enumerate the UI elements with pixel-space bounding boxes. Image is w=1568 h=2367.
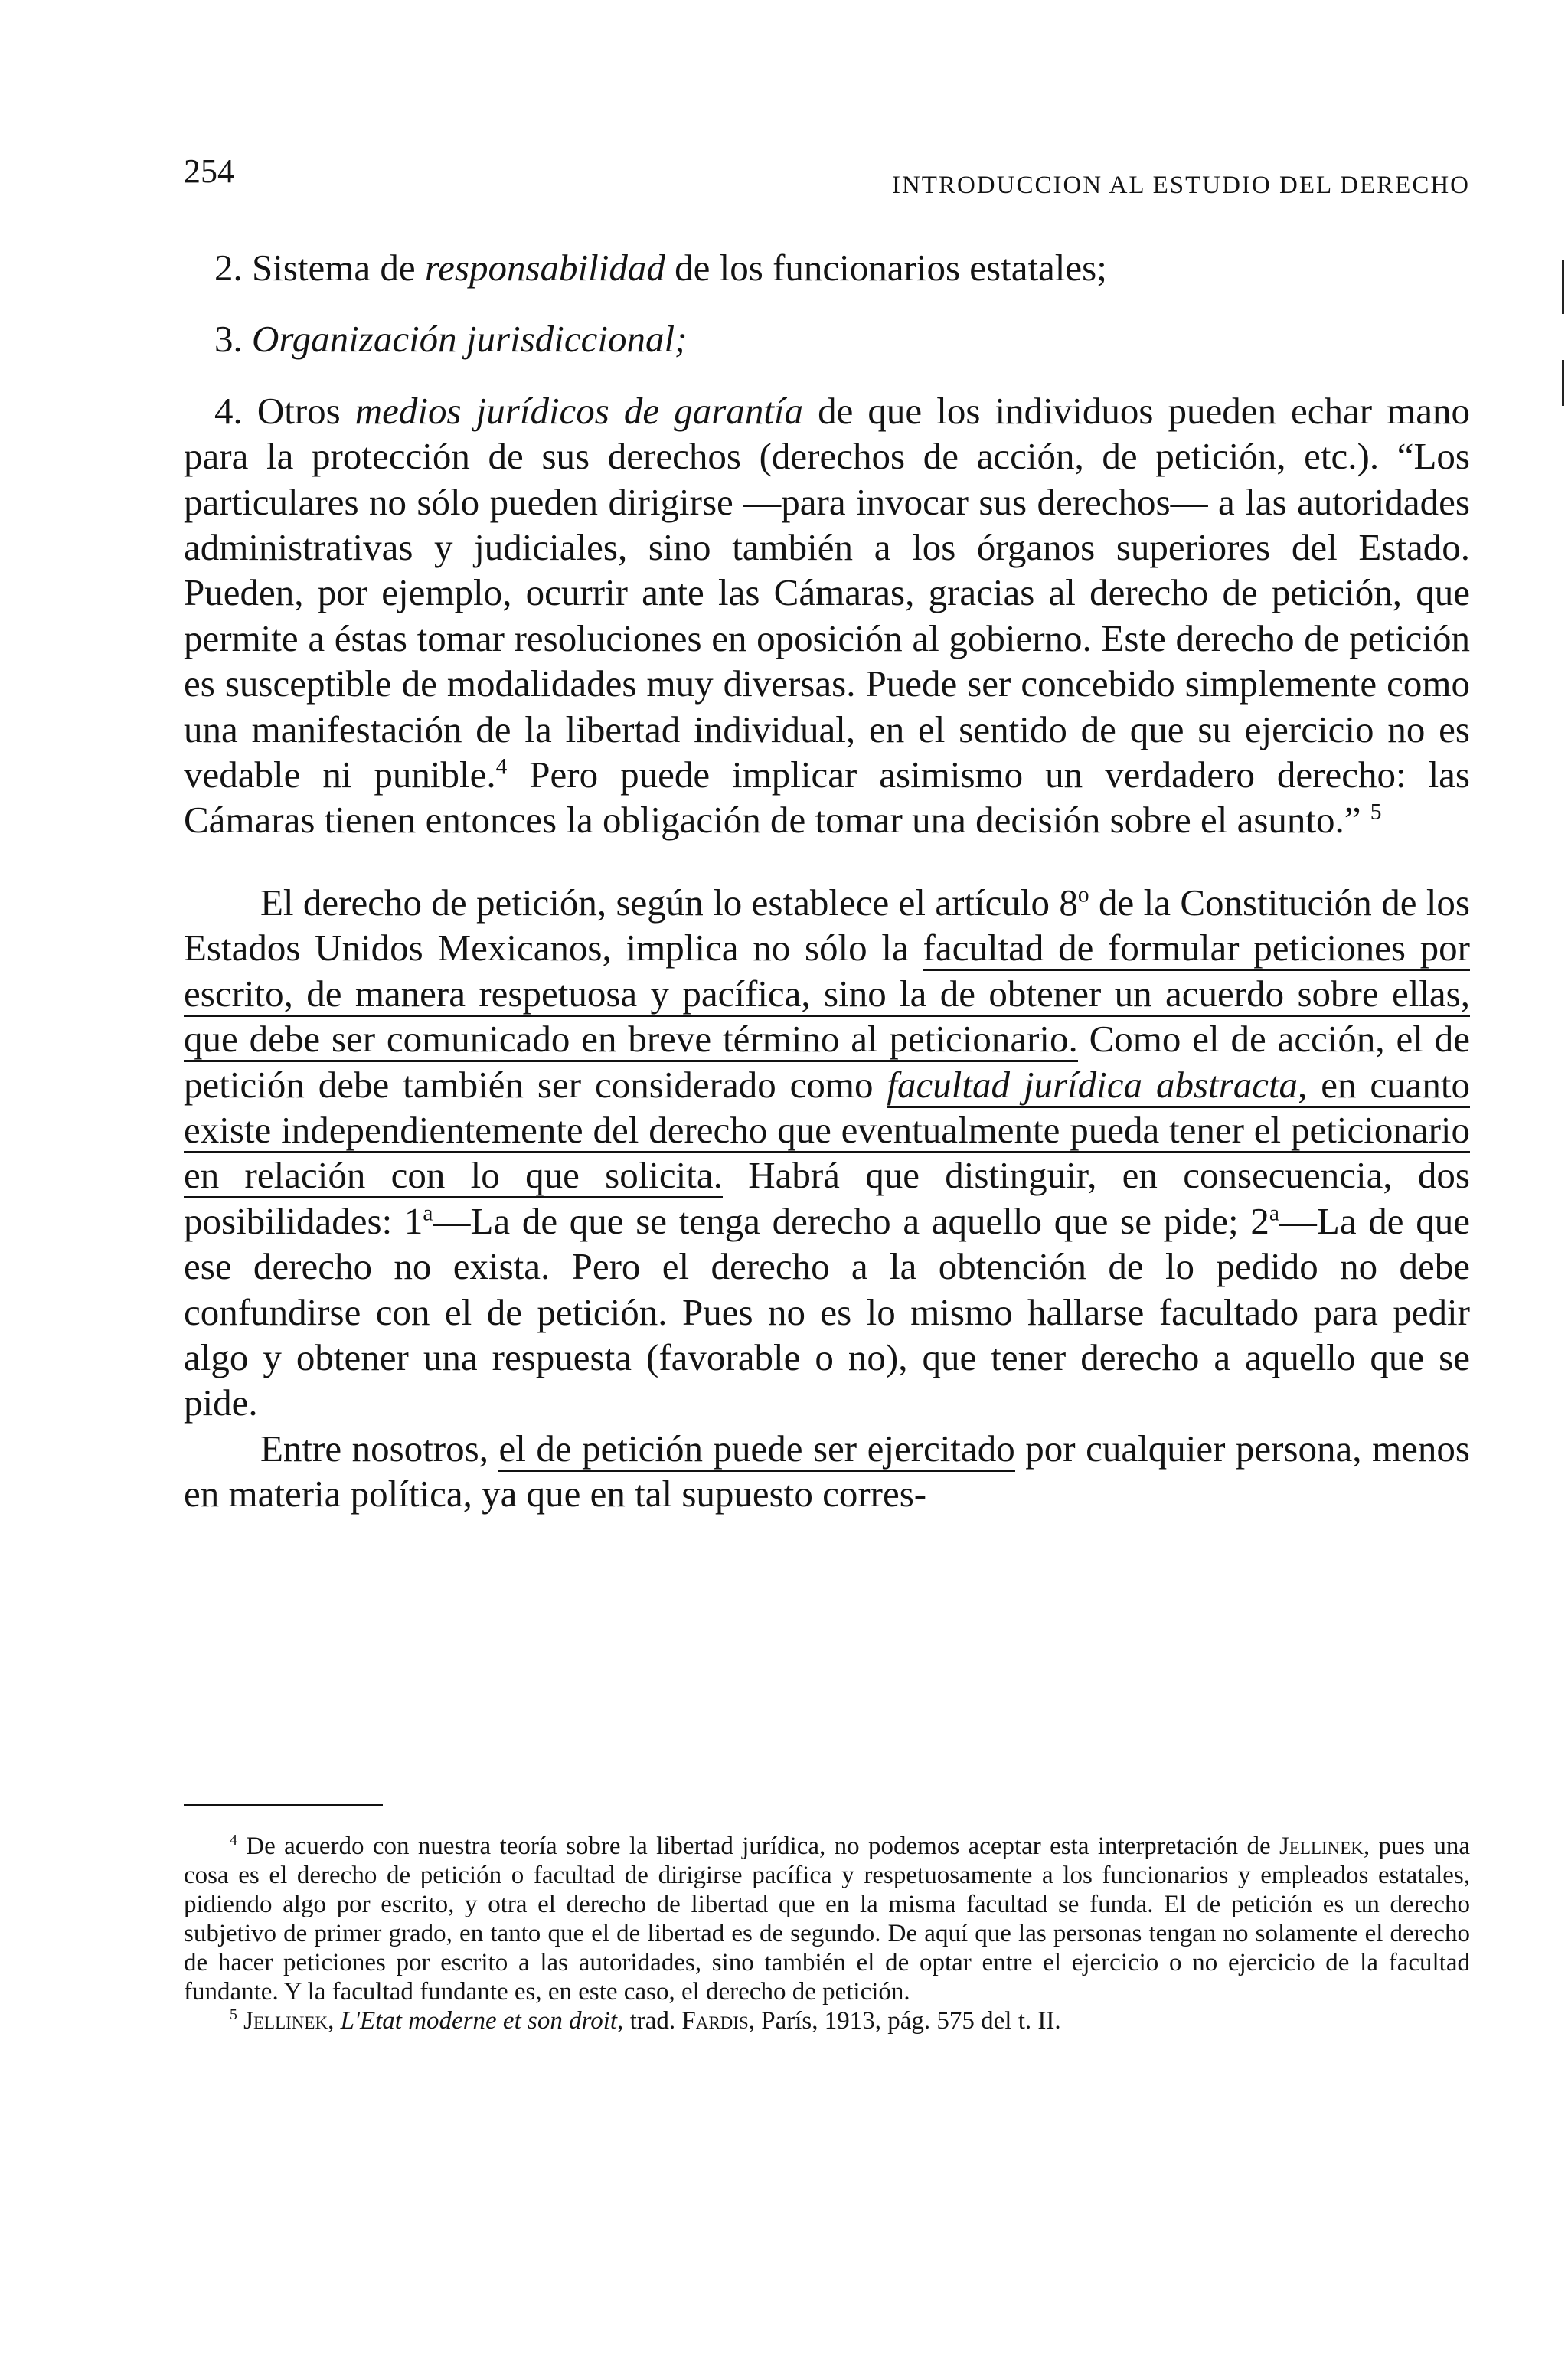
underlined-passage: el de petición puede ser ejercitado <box>498 1427 1014 1472</box>
footnotes <box>184 1801 1470 2035</box>
footnote-ref-5: 5 <box>1370 800 1382 826</box>
footnote-5: $^5$ Jellinek, L'Etat moderne et son droit, trad. Fardis, París, 1913, pág. 575 del t. II. <box>230 2006 1061 2035</box>
running-head: INTRODUCCION AL ESTUDIO DEL DERECHO <box>891 172 1470 199</box>
margin-rule-mark <box>1562 360 1564 406</box>
margin-rule-mark <box>1562 260 1564 314</box>
list-item-2: 2. Sistema de responsabilidad de los funcionarios estatales; <box>214 247 1107 289</box>
underlined-passage: facultad jurídica abstracta <box>887 1064 1298 1108</box>
underlined-passage: , en cuanto existe independientemente del derecho que eventualmente pueda tener el peticionario en relación con lo que solicita. <box>184 1064 1470 1199</box>
page-number: 254 <box>184 152 234 190</box>
page-header <box>184 152 1470 205</box>
underlined-passage: facultad de formular peticiones por escrito, de manera respetuosa y pacífica, sino la de obtener un acuerdo sobre ellas, que debe ser comunicado en breve término al peticionario. <box>184 927 1470 1062</box>
paragraph-between-us: Entre nosotros, el de petición puede ser ejercitado por cualquier persona, menos en materia política, ya que en tal supuesto corres- <box>184 1427 1471 1515</box>
footnote-4: $^4$ De acuerdo con nuestra teoría sobre la libertad jurídica, no podemos aceptar esta interpretación de Jellinek, pues una cosa es el derecho de petición o facultad de dirigirse pacífica y respetuosamente a los funcionarios y empleados estatales, pidiendo algo por escrito, y otra el derecho de libertad que en la misma facultad se funda. El de petición es un derecho subjetivo de primer grado, en tanto que el de libertad es de segundo. De aquí que las personas tengan no solamente el derecho de hacer peticiones por escrito a las autoridades, sino también el de optar entre el ejercicio o no ejercicio de la facultad fundante. Y la facultad fundante es, en este caso, el derecho de petición. <box>184 1832 1470 2006</box>
list-item-4: 4. Otros medios jurídicos de garantía de que los individuos pueden echar mano para la protección de sus derechos (derechos de acción, de petición, etc.). “Los particulares no sólo pueden dirigirse —para invocar sus derechos— a las autoridades administrativas y judiciales, sino también a los órganos superiores del Estado. Pueden, por ejemplo, ocurrir ante las Cámaras, gracias al derecho de petición, que permite a éstas tomar resoluciones en oposición al gobierno. Este derecho de petición es susceptible de modalidades muy diversas. Puede ser concebido simplemente como una manifestación de la libertad individual, en el sentido de que su ejercicio no es vedable ni punible.$^4$ Pero puede implicar asimismo un verdadero derecho: las Cámaras tienen entonces la obligación de tomar una decisión sobre el asunto.” $^5$ <box>184 389 1470 842</box>
list-item-3: 3. Organización jurisdiccional; <box>214 318 688 361</box>
footnote-ref-4: 4 <box>495 754 508 780</box>
main-text <box>184 245 1470 1517</box>
paragraph-petition-right: El derecho de petición, según lo establece el artículo 8$^o$ de la Constitución de los Estados Unidos Mexicanos, implica no sólo la facultad de formular peticiones por escrito, de manera respetuosa y pacífica, sino la de obtener un acuerdo sobre ellas, que debe ser comunicado en breve término al peticionario. Como el de acción, el de petición debe también ser considerado como facultad jurídica abstracta, en cuanto existe independientemente del derecho que eventualmente pueda tener el peticionario en relación con lo que solicita. Habrá que distinguir, en consecuencia, dos posibilidades: 1$^a$—La de que se tenga derecho a aquello que se pide; 2$^a$—La de que ese derecho no exista. Pero el derecho a la obtención de lo pedido no debe confundirse con el de petición. Pues no es lo mismo hallarse facultado para pedir algo y obtener una respuesta (favorable o no), que tener derecho a aquello que se pide. <box>184 881 1471 1424</box>
